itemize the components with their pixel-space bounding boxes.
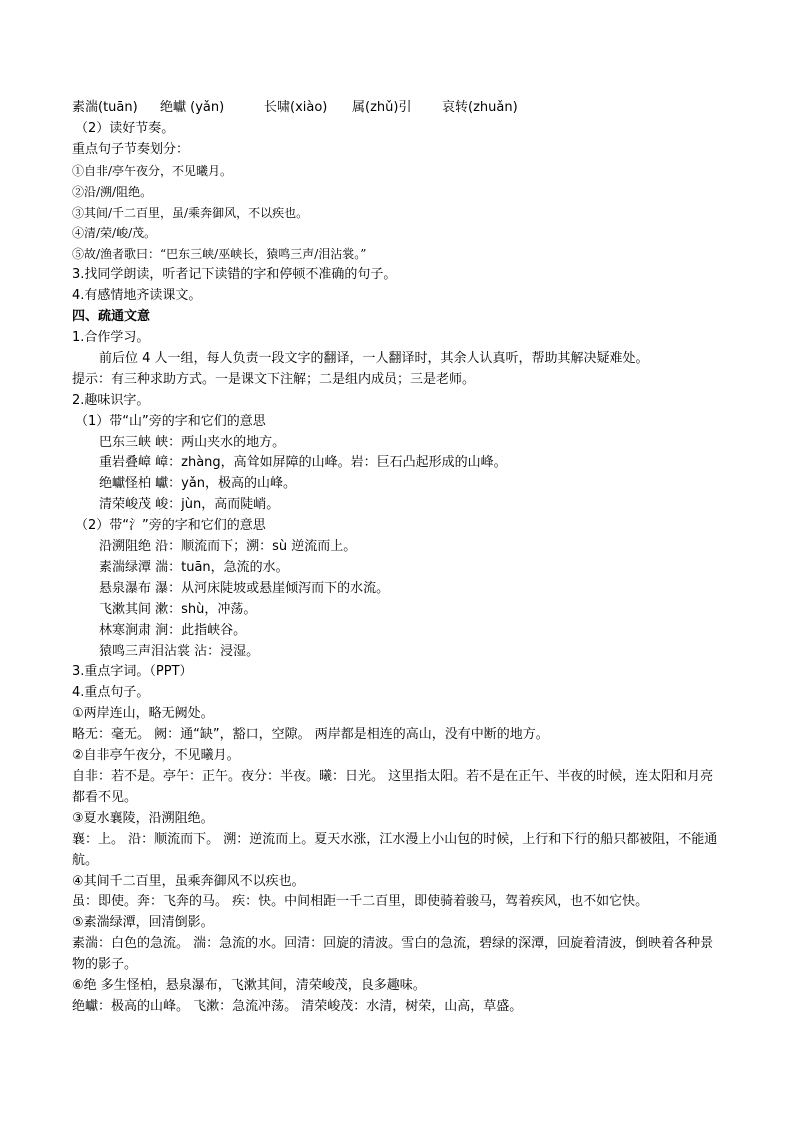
rhythm-line: ②沿/溯/阻绝。 [72, 184, 153, 199]
text-line: 4.重点句子。 [72, 685, 150, 701]
text-line: 前后位 4 人一组，每人负责一段文字的翻译，一人翻译时，其余人认真听，帮助其解决疑难处。 [99, 350, 649, 366]
vocab-line: 清荣峻茂 峻：jùn，高而陡峭。 [99, 497, 280, 513]
explanation: 素湍：白色的急流。 湍：急流的水。回清：回旋的清波。雪白的急流，碧绿的深潭，回旋着清波，倒映着各种景物的影子。 [72, 936, 714, 973]
vocab-line: 猿鸣三声泪沾裳 沾：浸湿。 [99, 643, 260, 659]
text-line: 1.合作学习。 [72, 329, 150, 345]
vocab-line: 沿溯阻绝 沿：顺流而下；溯：sù 逆流而上。 [99, 539, 357, 555]
key-sentence: ③夏水襄陵，沿溯阻绝。 [72, 810, 214, 826]
rhythm-line: ④清/荣/峻/茂。 [72, 226, 157, 241]
rhythm-line: ①自非/亭午夜分，不见曦月。 [72, 163, 233, 178]
explanation: 自非：若不是。亭午：正午。夜分：半夜。曦：日光。 这里指太阳。若不是在正午、半夜的时候，连太阳和月亮都看不见。 [72, 769, 714, 805]
vocab-line: 重岩叠嶂 嶂：zhàng，高耸如屏障的山峰。岩：巨石凸起形成的山峰。 [99, 455, 507, 471]
key-sentence: ④其间千二百里，虽乘奔御风不以疾也。 [72, 873, 305, 889]
explanation: 绝巘：极高的山峰。 飞漱：急流冲荡。 清荣峻茂：水清，树荣，山高，草盛。 [72, 998, 523, 1014]
subheading: （2）读好节奏。 [75, 120, 175, 136]
key-sentence: ⑥绝 多生怪柏，悬泉瀑布，飞漱其间，清荣峻茂，良多趣味。 [72, 978, 426, 994]
pronunciation-item: 哀转(zhuǎn) [442, 100, 518, 115]
text-line: 2.趣味识字。 [72, 392, 150, 408]
key-sentence: ①两岸连山，略无阙处。 [72, 706, 214, 722]
rhythm-line: ⑤故/渔者歌曰：“巴东三峡/巫峡长，猿鸣三声/泪沾裳。” [72, 247, 367, 262]
text-line: 提示：有三种求助方式。一是课文下注解；二是组内成员；三是老师。 [72, 371, 476, 387]
key-sentence: ②自非亭午夜分，不见曦月。 [72, 748, 240, 764]
vocab-line: 林寒涧肃 涧：此指峡谷。 [99, 622, 247, 638]
document-page [72, 98, 724, 1018]
pronunciation-item: 属(zhǔ)引 [352, 100, 412, 115]
rhythm-line: ③其间/千二百里，虽/乘奔御风，不以疾也。 [72, 205, 309, 220]
pronunciation-item: 素湍(tuān) [72, 100, 138, 115]
vocab-line: 绝巘怪柏 巘：yǎn，极高的山峰。 [99, 476, 297, 492]
explanation: 虽：即使。奔：飞奔的马。 疾：快。中间相距一千二百里，即使骑着骏马，驾着疾风，也不如它快。 [72, 894, 649, 910]
subheading: （1）带“山”旁的字和它们的意思 [75, 413, 266, 429]
text-line: 重点句子节奏划分： [72, 141, 190, 157]
text-line: 3.找同学朗读，听者记下读错的字和停顿不准确的句子。 [72, 267, 397, 283]
text-line: 3.重点字词。（PPT） [72, 664, 193, 680]
vocab-line: 素湍绿潭 湍：tuān，急流的水。 [99, 559, 289, 575]
vocab-line: 悬泉瀑布 瀑：从河床陡坡或悬崖倾泻而下的水流。 [99, 580, 390, 596]
pronunciation-item: 绝巘 (yǎn) [160, 100, 225, 115]
section-heading: 四、疏通文意 [72, 309, 151, 325]
subheading: （2）带“氵”旁的字和它们的意思 [75, 518, 266, 534]
pronunciation-line [72, 98, 724, 119]
vocab-line: 巴东三峡 峡：两山夹水的地方。 [99, 434, 286, 450]
vocab-line: 飞漱其间 漱：shù，冲荡。 [99, 601, 257, 617]
pronunciation-item: 长啸(xiào) [264, 100, 328, 115]
explanation: 略无：毫无。 阙：通“缺”，豁口，空隙。 两岸都是相连的高山，没有中断的地方。 [72, 727, 549, 743]
explanation: 襄：上。 沿：顺流而下。 溯：逆流而上。夏天水涨，江水漫上小山包的时候，上行和下行的船只都被阻，不能通航。 [72, 831, 718, 868]
text-line: 4.有感情地齐读课文。 [72, 288, 202, 304]
key-sentence: ⑤素湍绿潭，回清倒影。 [72, 915, 214, 931]
